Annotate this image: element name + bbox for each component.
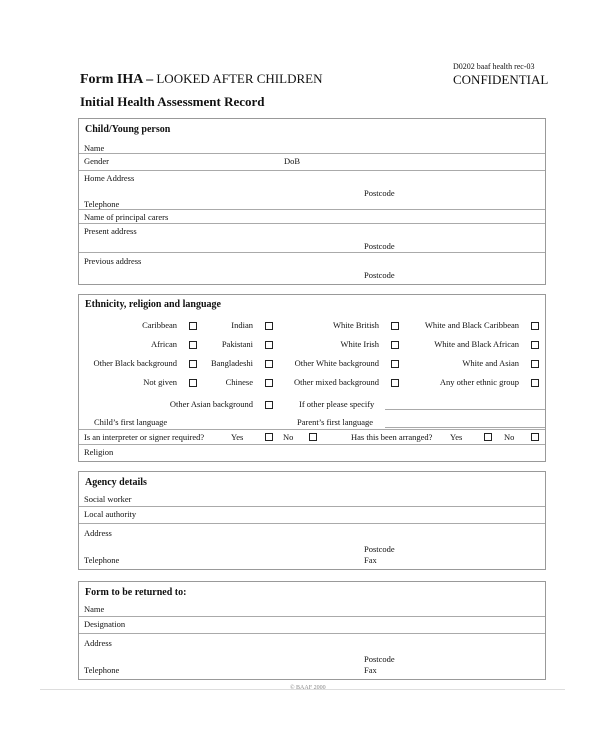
form-reference: D0202 baaf health rec-03 <box>453 62 535 71</box>
option-indian: Indian <box>231 320 253 330</box>
footer-copyright: © BAAF 2000 <box>290 685 326 691</box>
checkbox-caribbean[interactable] <box>189 322 197 330</box>
home-address-label: Home Address <box>84 173 135 183</box>
divider <box>79 153 545 154</box>
option-not-given: Not given <box>143 377 177 387</box>
option-white-asian: White and Asian <box>462 358 519 368</box>
checkbox-white-black-caribbean[interactable] <box>531 322 539 330</box>
arranged-no-label: No <box>504 432 515 442</box>
divider <box>79 170 545 171</box>
checkbox-arranged-yes[interactable] <box>484 433 492 441</box>
interpreter-yes-label: Yes <box>231 432 244 442</box>
option-african: African <box>151 339 177 349</box>
if-other-specify-label: If other please specify <box>299 399 375 409</box>
option-white-black-caribbean: White and Black Caribbean <box>424 320 519 330</box>
checkbox-interpreter-yes[interactable] <box>265 433 273 441</box>
divider <box>79 523 545 524</box>
divider <box>79 209 545 210</box>
option-white-british: White British <box>332 320 379 330</box>
option-other-black: Other Black background <box>93 358 177 368</box>
return-section-title: Form to be returned to: <box>85 587 187 598</box>
checkbox-pakistani[interactable] <box>265 341 273 349</box>
return-fax-label: Fax <box>364 665 377 675</box>
arranged-yes-label: Yes <box>450 432 463 442</box>
option-pakistani: Pakistani <box>221 339 253 349</box>
ethnicity-section-title: Ethnicity, religion and language <box>85 299 221 310</box>
option-other-asian-label: Other Asian background <box>169 399 253 409</box>
divider <box>79 252 545 253</box>
return-telephone-label: Telephone <box>84 665 120 675</box>
agency-address-label: Address <box>84 528 112 538</box>
return-address-label: Address <box>84 638 112 648</box>
return-section <box>78 581 546 680</box>
checkbox-not-given[interactable] <box>189 379 197 387</box>
arranged-question: Has this been arranged? <box>351 432 433 442</box>
option-other-mixed: Other mixed background <box>294 377 379 387</box>
agency-section <box>78 471 546 570</box>
interpreter-question: Is an interpreter or signer required? <box>84 432 205 442</box>
option-white-irish: White Irish <box>340 339 379 349</box>
telephone-label: Telephone <box>84 199 120 209</box>
parent-language-field[interactable] <box>385 427 545 428</box>
option-caribbean: Caribbean <box>142 320 177 330</box>
return-name-label: Name <box>84 604 105 614</box>
checkbox-white-asian[interactable] <box>531 360 539 368</box>
name-label: Name <box>84 143 105 153</box>
divider <box>79 429 545 430</box>
child-section <box>78 118 546 285</box>
social-worker-label: Social worker <box>84 494 132 504</box>
gender-label: Gender <box>84 156 110 166</box>
option-bangladeshi: Bangladeshi <box>210 358 253 368</box>
parent-language-label: Parent’s first language <box>297 417 374 427</box>
agency-postcode-label: Postcode <box>364 544 395 554</box>
form-subtitle: Initial Health Assessment Record <box>80 94 265 109</box>
option-chinese: Chinese <box>225 377 253 387</box>
option-any-other: Any other ethnic group <box>439 377 519 387</box>
if-other-specify-field[interactable] <box>385 409 545 410</box>
ethnicity-section <box>78 294 546 462</box>
agency-telephone-label: Telephone <box>84 555 120 565</box>
option-white-black-african: White and Black African <box>434 339 519 349</box>
checkbox-other-asian[interactable] <box>265 401 273 409</box>
checkbox-african[interactable] <box>189 341 197 349</box>
divider <box>79 633 545 634</box>
checkbox-white-british[interactable] <box>391 322 399 330</box>
checkbox-interpreter-no[interactable] <box>309 433 317 441</box>
divider <box>79 506 545 507</box>
agency-section-title: Agency details <box>85 477 147 488</box>
designation-label: Designation <box>84 619 126 629</box>
checkbox-other-black[interactable] <box>189 360 197 368</box>
return-postcode-label: Postcode <box>364 654 395 664</box>
present-postcode-label: Postcode <box>364 241 395 251</box>
present-address-label: Present address <box>84 226 137 236</box>
divider <box>79 616 545 617</box>
checkbox-white-irish[interactable] <box>391 341 399 349</box>
child-language-label: Child’s first language <box>94 417 168 427</box>
checkbox-any-other[interactable] <box>531 379 539 387</box>
interpreter-no-label: No <box>283 432 294 442</box>
checkbox-white-black-african[interactable] <box>531 341 539 349</box>
previous-address-label: Previous address <box>84 256 142 266</box>
form-title-code: Form IHA – <box>80 72 154 87</box>
home-postcode-label: Postcode <box>364 188 395 198</box>
checkbox-indian[interactable] <box>265 322 273 330</box>
divider <box>79 223 545 224</box>
dob-label: DoB <box>284 156 301 166</box>
confidential-label: CONFIDENTIAL <box>453 72 549 87</box>
principal-carers-label: Name of principal carers <box>84 212 169 222</box>
form-title-text: LOOKED AFTER CHILDREN <box>153 71 323 86</box>
religion-label: Religion <box>84 447 114 457</box>
checkbox-chinese[interactable] <box>265 379 273 387</box>
checkbox-bangladeshi[interactable] <box>265 360 273 368</box>
option-other-white: Other White background <box>294 358 379 368</box>
checkbox-other-white[interactable] <box>391 360 399 368</box>
local-authority-label: Local authority <box>84 509 137 519</box>
previous-postcode-label: Postcode <box>364 270 395 280</box>
child-section-title: Child/Young person <box>85 124 171 135</box>
checkbox-arranged-no[interactable] <box>531 433 539 441</box>
form-title <box>80 71 322 88</box>
agency-fax-label: Fax <box>364 555 377 565</box>
divider <box>79 444 545 445</box>
checkbox-other-mixed[interactable] <box>391 379 399 387</box>
